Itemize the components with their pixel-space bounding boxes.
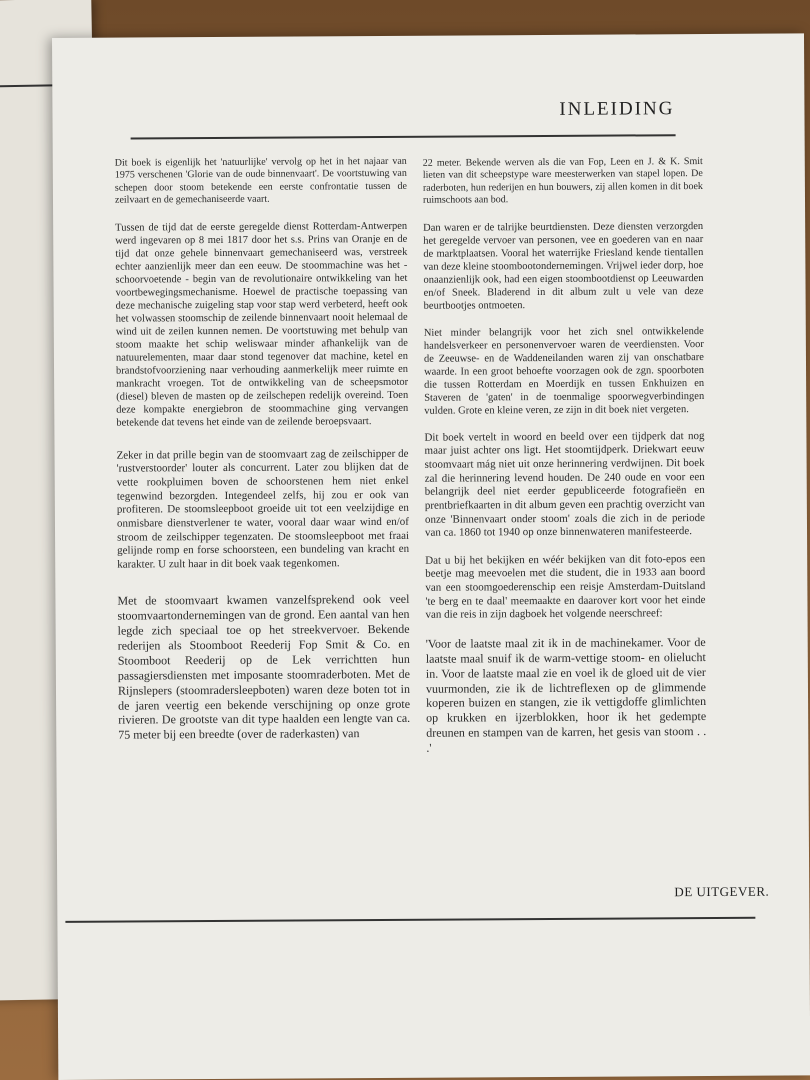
book-page xyxy=(52,33,810,1080)
paragraph: Tussen de tijd dat de eerste geregelde dienst Rotterdam-Antwerpen werd ingevaren op 8 mei 1817 door het s.s. Prins van Oranje en de tijd dat onze gehele binnenvaart gemechaniseerd was, verstreek echter aanzienlijk meer dan een eeuw. De stoommachine was het - schoorvoetende - begin van de revolutionaire ontwikkeling van het voortbewegingsmechanisme. Hoewel de practische toepassing van deze mechanische zuigeling stap voor stap werd verbeterd, heeft ook het volwassen stoomschip de zeilende binnenvaart nooit helemaal de wind uit de zeilen kunnen nemen. De voortstuwing met behulp van stoom maakte het schip weliswaar minder afhankelijk van de natuurelementen, maar daar stond tegenover dat machine, ketel en brandstofvoorziening naar verhouding aanmerkelijk meer ruimte en mankracht vroegen. Tot de ontwikkeling van de scheepsmotor (diesel) bleven de masten op de zeilschepen redelijk overeind. Toen deze kompakte energiebron de stoommachine ging vervangen betekende dat tevens het einde van de zeilende beroepsvaart. xyxy=(115,220,409,429)
bottom-rule xyxy=(65,917,755,923)
paragraph: Zeker in dat prille begin van de stoomvaart zag de zeilschipper de 'rustverstoorder' louter als concurrent. Later zou blijken dat de vette rookpluimen boven de schoorstenen hem niet enkel tegenwind bezorgden. Integendeel zelfs, hij zou er ook van profiteren. De stoomsleepboot groeide uit tot een veelzijdige en onmisbare dienstverlener te water, vooral daar waar wind en/of stroom de zeilschipper tegenzaten. De stoomsleepboot met fraai gelijnde romp en forse schoorsteen, een bundeling van kracht en karakter. U zult haar in dit boek vaak tegenkomen. xyxy=(116,447,410,571)
top-rule xyxy=(131,134,676,139)
left-column xyxy=(115,156,411,757)
diary-quote: 'Voor de laatste maal zit ik in de machinekamer. Voor de laatste maal snuif ik de warm-vettige stoom- en olielucht in. Voor de laatste maal zie en voel ik de gloed uit de vier vuurmonden, zie ik de lichtreflexen op de glimmende koperen buizen en stangen, zie ik vettigdoffe glimlichten op krukken en ijzerblokken, hoor ik het gedempte dreunen en stampen van de karren, het gesis van stoom . . .' xyxy=(425,634,707,755)
paragraph: Met de stoomvaart kwamen vanzelfsprekend ook veel stoomvaartondernemingen van de grond. Een aantal van hen legde zich speciaal toe op het streekvervoer. Bekende rederijen als Stoomboot Reederij Fop Smit & Co. en Stoomboot Reederij op de Lek verrichtten hun passagiersdiensten met imposante stoomraderboten. Met de Rijnslepers (stoomradersleepboten) waren deze boten tot in de jaren veertig een bekende verschijning op onze grote rivieren. De grootste van dit type haalden een lengte van ca. 75 meter bij een breedte (over de raderkasten) van xyxy=(117,592,411,742)
right-column xyxy=(423,156,707,770)
paragraph: Dan waren er de talrijke beurtdiensten. Deze diensten verzorgden het geregelde vervoer van personen, vee en goederen van en naar de marktplaatsen. Vooral het waterrijke Friesland kende tientallen van deze kleine stoombootondernemingen. Vrijwel ieder dorp, hoe onaanzienlijk ook, had een eigen stoombootdienst op Leeuwarden en/of Sneek. Bladerend in dit album zult u vele van deze beurtbootjes ontmoeten. xyxy=(423,220,704,312)
paragraph: 22 meter. Bekende werven als die van Fop, Leen en J. & K. Smit lieten van dit scheepstype ware meesterwerken van stapel lopen. De raderboten, hun rederijen en hun bouwers, zij allen komen in dit boek ruimschoots aan bod. xyxy=(422,156,703,206)
signature: DE UITGEVER. xyxy=(674,883,770,900)
paragraph: Niet minder belangrijk voor het zich snel ontwikkelende handelsverkeer en personenvervoer waren de veerdiensten. Voor de Zeeuwse- en de Waddeneilanden waren zij van onschatbare waarde. In een groot behoefte voorzagen ook de zgn. spoorboten die tussen Rotterdam en Moerdijk en tussen Enkhuizen en Staveren de 'gaten' in de toenmalige spoorwegverbindingen vulden. Grote en kleine veren, ze zijn in dit boek niet vergeten. xyxy=(423,325,705,417)
paragraph: Dit boek is eigenlijk het 'natuurlijke' vervolg op het in het najaar van 1975 verschenen 'Glorie van de oude binnenvaart'. De voortstuwing van schepen door stoom betekende een eerste confrontatie tussen de zeilvaart en de gemechaniseerde vaart. xyxy=(114,155,407,206)
paragraph: Dit boek vertelt in woord en beeld over een tijdperk dat nog maar juist achter ons ligt. Het stoomtijdperk. Driekwart eeuw stoomvaart mág niet uit onze herinnering verdwijnen. Dit boek zal die herinnering levend houden. De 240 oude en voor een belangrijk deel niet eerder gepubliceerde fotografieën en prentbriefkaarten in dit album geven een prachtig overzicht van onze 'Binnenvaart onder stoom' zoals die zich in de periode van ca. 1860 tot 1940 op onze binnenwateren manifesteerde. xyxy=(424,429,705,539)
paragraph: Dat u bij het bekijken en wéér bekijken van dit foto-epos een beetje mag meevoelen met die student, die in 1933 aan boord van een stoomgoederenschip een reisje Amsterdam-Duitsland 'te berg en te daal' meemaakte en daarover kort voor het einde van die reis in zijn dagboek het volgende neerschreef: xyxy=(425,552,706,622)
page-title: INLEIDING xyxy=(559,98,675,120)
